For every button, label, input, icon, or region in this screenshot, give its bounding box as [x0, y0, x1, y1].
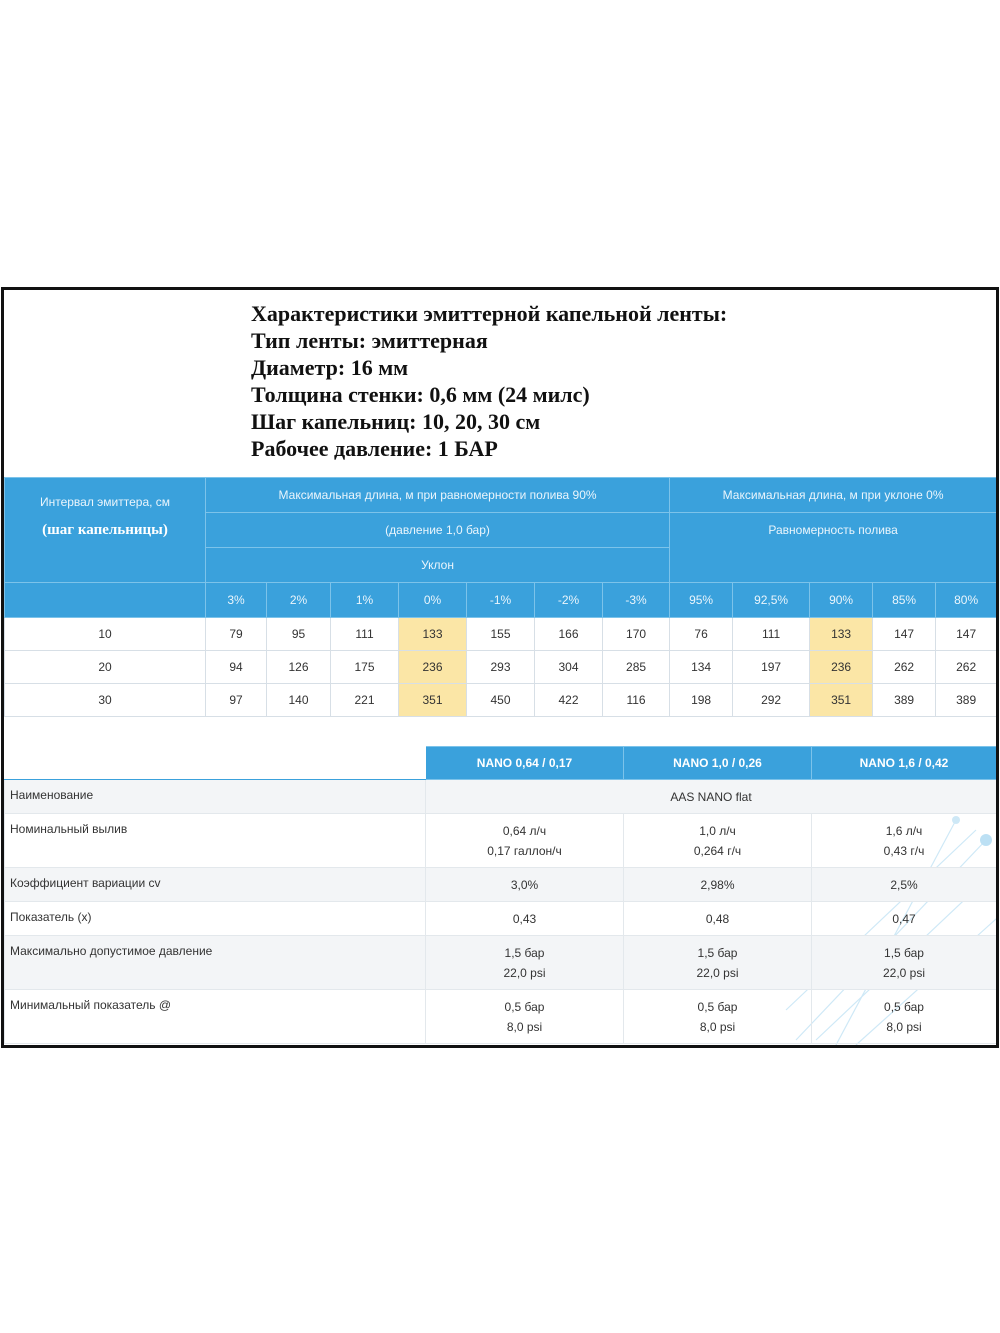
row-label: Показатель (x): [5, 902, 426, 936]
slope-col: 2%: [267, 583, 331, 618]
value-cell-highlight: 351: [399, 684, 467, 717]
spec-title: Характеристики эмиттерной капельной ленты:: [251, 301, 728, 326]
table-row: [5, 902, 997, 936]
value-cell: 147: [873, 618, 936, 651]
value-cell: 126: [267, 651, 331, 684]
group-b-header: Максимальная длина, м при уклоне 0%: [670, 478, 997, 513]
value-cell: 197: [733, 651, 810, 684]
row-label: Номинальный вылив: [5, 814, 426, 868]
table-row: [5, 868, 997, 902]
value-cell: 147: [936, 618, 997, 651]
value-cell: 450: [467, 684, 535, 717]
slope-col: 3%: [206, 583, 267, 618]
value-cell: 155: [467, 618, 535, 651]
value-line: 22,0 psi: [696, 965, 739, 980]
value-cell: [812, 990, 997, 1044]
value-cell: [812, 936, 997, 990]
value-cell: 116: [603, 684, 670, 717]
value-line: 8,0 psi: [699, 1019, 736, 1034]
value-cell: [426, 990, 624, 1044]
row-label: Наименование: [5, 780, 426, 814]
value-cell: 262: [936, 651, 997, 684]
group-a-header: Максимальная длина, м при равномерности полива 90%: [206, 478, 670, 513]
group-b-subheader: Равномерность полива: [670, 513, 997, 583]
slope-col: -2%: [535, 583, 603, 618]
table-row: [5, 618, 997, 651]
value-cell: 170: [603, 618, 670, 651]
max-length-table: [4, 477, 997, 717]
uniformity-col: 92,5%: [733, 583, 810, 618]
value-cell: [426, 936, 624, 990]
row-label: Коэффициент вариации cv: [5, 868, 426, 902]
value-cell: 175: [331, 651, 399, 684]
slope-header: Уклон: [206, 548, 670, 583]
spec-list: [251, 300, 727, 462]
interval-cell: 30: [5, 684, 206, 717]
value-line: 1,5 бар: [884, 945, 924, 960]
nano-header: NANO 1,0 / 0,26: [624, 747, 812, 780]
value-cell: 3,0%: [426, 868, 624, 902]
value-cell: 94: [206, 651, 267, 684]
slope-col: -1%: [467, 583, 535, 618]
value-cell: 2,5%: [812, 868, 997, 902]
spec-working-pressure: Рабочее давление: 1 БАР: [251, 436, 498, 461]
value-cell: 285: [603, 651, 670, 684]
interval-header-label: Интервал эмиттера, см: [39, 495, 171, 509]
table-row: [5, 936, 997, 990]
value-cell: 198: [670, 684, 733, 717]
value-cell: 95: [267, 618, 331, 651]
value-cell: 304: [535, 651, 603, 684]
value-line: 1,6 л/ч: [885, 823, 923, 838]
uniformity-col: 85%: [873, 583, 936, 618]
value-cell-highlight: 236: [810, 651, 873, 684]
value-cell: 76: [670, 618, 733, 651]
value-cell: [624, 814, 812, 868]
table-row: [5, 814, 997, 868]
nano-header: NANO 0,64 / 0,17: [426, 747, 624, 780]
uniformity-col: 80%: [936, 583, 997, 618]
blank-header-cell: [5, 583, 206, 618]
value-cell: 221: [331, 684, 399, 717]
value-line: 0,5 бар: [504, 999, 545, 1014]
value-line: 1,0 л/ч: [699, 823, 736, 838]
value-line: 22,0 psi: [503, 965, 546, 980]
slope-col: 1%: [331, 583, 399, 618]
value-cell: [624, 990, 812, 1044]
table-row: [5, 990, 997, 1044]
value-cell: 422: [535, 684, 603, 717]
value-cell: 0,43: [426, 902, 624, 936]
interval-cell: 20: [5, 651, 206, 684]
value-cell: 97: [206, 684, 267, 717]
spec-diameter: Диаметр: 16 мм: [251, 355, 409, 380]
group-a-subheader: (давление 1,0 бар): [206, 513, 670, 548]
value-line: 8,0 psi: [506, 1019, 543, 1034]
blank-header-cell: [5, 747, 426, 780]
value-line: 22,0 psi: [882, 965, 926, 980]
value-cell: 134: [670, 651, 733, 684]
table-row: [5, 684, 997, 717]
value-line: 8,0 psi: [886, 1019, 922, 1034]
interval-header: [5, 478, 206, 583]
value-line: 0,43 г/ч: [883, 843, 925, 858]
value-line: 1,5 бар: [504, 945, 545, 960]
row-label: Минимальный показатель @: [5, 990, 426, 1044]
value-line: 1,5 бар: [697, 945, 738, 960]
value-cell: 262: [873, 651, 936, 684]
spec-emitter-spacing: Шаг капельниц: 10, 20, 30 см: [251, 409, 541, 434]
value-cell-highlight: 236: [399, 651, 467, 684]
value-cell: 111: [331, 618, 399, 651]
spec-wall-thickness: Толщина стенки: 0,6 мм (24 милс): [251, 382, 590, 407]
value-cell: 389: [873, 684, 936, 717]
spec-tape-type: Тип ленты: эмиттерная: [251, 328, 488, 353]
value-line: 0,5 бар: [697, 999, 738, 1014]
value-cell: [426, 814, 624, 868]
value-cell: [812, 814, 997, 868]
slope-col: -3%: [603, 583, 670, 618]
spec-sheet-frame: [1, 287, 999, 1048]
value-line: 0,264 г/ч: [693, 843, 742, 858]
value-cell: [624, 936, 812, 990]
table-row: [5, 651, 997, 684]
value-line: 0,64 л/ч: [502, 823, 547, 838]
value-cell: 0,47: [812, 902, 997, 936]
value-cell-highlight: 133: [810, 618, 873, 651]
value-cell: 389: [936, 684, 997, 717]
value-cell: 2,98%: [624, 868, 812, 902]
row-label: Максимально допустимое давление: [5, 936, 426, 990]
value-cell: 292: [733, 684, 810, 717]
value-cell: 0,48: [624, 902, 812, 936]
value-line: 0,5 бар: [884, 999, 924, 1014]
nano-spec-table: [4, 746, 997, 1044]
value-cell: 293: [467, 651, 535, 684]
value-cell: 111: [733, 618, 810, 651]
value-cell: 140: [267, 684, 331, 717]
uniformity-col: 90%: [810, 583, 873, 618]
value-cell-highlight: 351: [810, 684, 873, 717]
value-cell: 166: [535, 618, 603, 651]
nano-header: NANO 1,6 / 0,42: [812, 747, 997, 780]
uniformity-col: 95%: [670, 583, 733, 618]
value-line: 0,17 галлон/ч: [487, 843, 562, 858]
value-cell: 79: [206, 618, 267, 651]
interval-cell: 10: [5, 618, 206, 651]
slope-col: 0%: [399, 583, 467, 618]
interval-header-sub: (шаг капельницы): [42, 522, 168, 538]
value-cell-highlight: 133: [399, 618, 467, 651]
product-name: AAS NANO flat: [426, 780, 997, 814]
